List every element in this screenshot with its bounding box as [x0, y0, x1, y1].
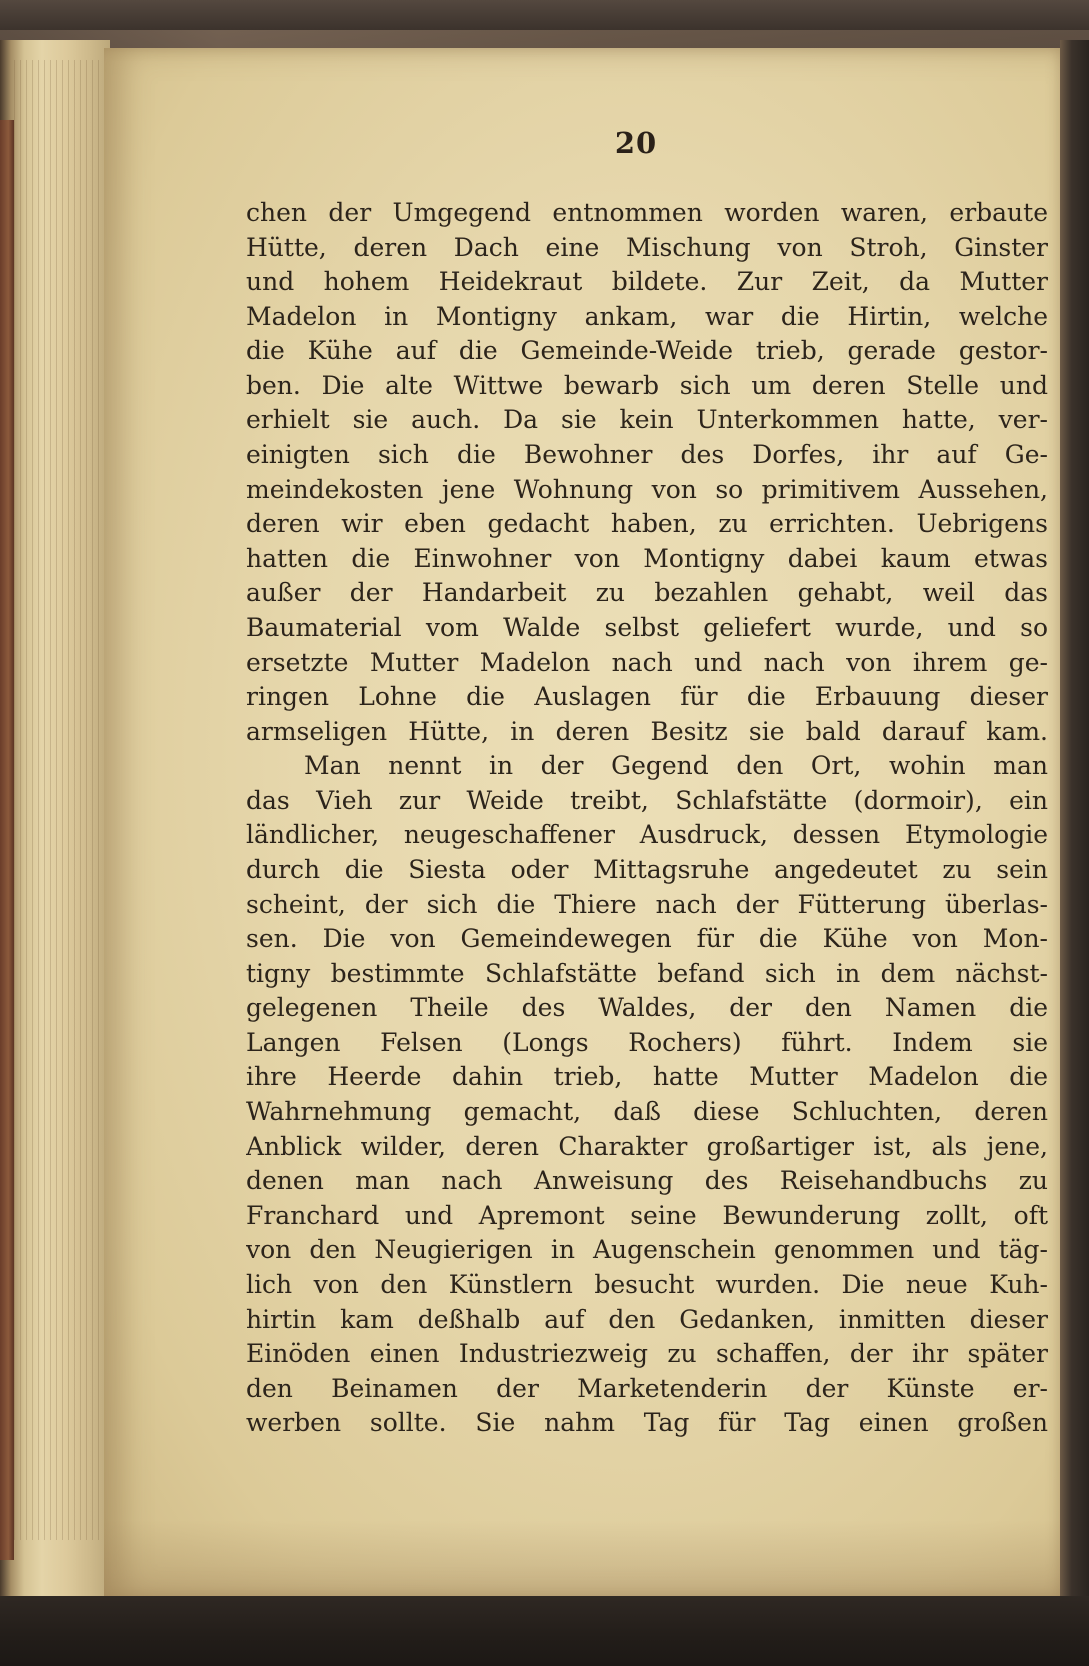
paragraph	[246, 749, 1048, 1441]
text-line: einigten sich die Bewohner des Dorfes, ihr auf Ge-	[246, 440, 1048, 470]
book-binding	[0, 120, 14, 1560]
text-line: denen man nach Anweisung des Reisehandbuchs zu	[246, 1166, 1048, 1196]
text-line: Hütte, deren Dach eine Mischung von Stroh, Ginster	[246, 232, 1048, 262]
text-line: hatten die Einwohner von Montigny dabei kaum etwas	[246, 543, 1048, 573]
text-line: den Beinamen der Marketenderin der Künste er-	[246, 1373, 1048, 1403]
text-line: außer der Handarbeit zu bezahlen gehabt, weil das	[246, 578, 1048, 608]
text-line: deren wir eben gedacht haben, zu errichten. Uebrigens	[246, 509, 1048, 539]
text-line: und hohem Heidekraut bildete. Zur Zeit, da Mutter	[246, 267, 1048, 297]
text-line: von den Neugierigen in Augenschein genommen und täg-	[246, 1235, 1048, 1265]
text-line: ihre Heerde dahin trieb, hatte Mutter Madelon die	[246, 1062, 1048, 1092]
text-line: meindekosten jene Wohnung von so primitivem Aussehen,	[246, 474, 1048, 504]
text-line: scheint, der sich die Thiere nach der Fütterung überlas-	[246, 889, 1048, 919]
book-cover-bottom	[0, 1596, 1089, 1666]
text-line: lich von den Künstlern besucht wurden. Die neue Kuh-	[246, 1269, 1048, 1299]
paragraph	[246, 196, 1048, 749]
text-line: Anblick wilder, deren Charakter großartiger ist, als jene,	[246, 1131, 1048, 1161]
text-line: gelegenen Theile des Waldes, der den Namen die	[246, 993, 1048, 1023]
text-line: durch die Siesta oder Mittagsruhe angedeutet zu sein	[246, 854, 1048, 884]
page-shadow	[104, 1520, 1064, 1600]
text-line: ersetzte Mutter Madelon nach und nach von ihrem ge-	[246, 647, 1048, 677]
text-line: Baumaterial vom Walde selbst geliefert wurde, und so	[246, 612, 1048, 642]
text-line: ben. Die alte Wittwe bewarb sich um deren Stelle und	[246, 370, 1048, 400]
text-line: hirtin kam deßhalb auf den Gedanken, inmitten dieser	[246, 1304, 1048, 1334]
text-line: Langen Felsen (Longs Rochers) führt. Indem sie	[246, 1027, 1048, 1057]
text-line: Einöden einen Industriezweig zu schaffen, der ihr später	[246, 1339, 1048, 1369]
text-line: die Kühe auf die Gemeinde-Weide trieb, gerade gestor-	[246, 336, 1048, 366]
text-line: Madelon in Montigny ankam, war die Hirtin, welche	[246, 301, 1048, 331]
text-line: ländlicher, neugeschaffener Ausdruck, dessen Etymologie	[246, 820, 1048, 850]
text-line: armseligen Hütte, in deren Besitz sie bald darauf kam.	[246, 716, 1048, 746]
text-line: Franchard und Apremont seine Bewunderung zollt, oft	[246, 1200, 1048, 1230]
text-line: tigny bestimmte Schlafstätte befand sich in dem nächst-	[246, 958, 1048, 988]
page-stack-edges	[14, 60, 104, 1540]
text-line: sen. Die von Gemeindewegen für die Kühe von Mon-	[246, 924, 1048, 954]
page-body-text	[246, 196, 1048, 1441]
text-line: ringen Lohne die Auslagen für die Erbauung dieser	[246, 682, 1048, 712]
page-number: 20	[614, 126, 658, 160]
text-line: das Vieh zur Weide treibt, Schlafstätte (dormoir), ein	[246, 785, 1048, 815]
text-line: erhielt sie auch. Da sie kein Unterkommen hatte, ver-	[246, 405, 1048, 435]
text-line: chen der Umgegend entnommen worden waren, erbaute	[246, 198, 1048, 227]
text-line: Wahrnehmung gemacht, daß diese Schluchten, deren	[246, 1097, 1048, 1127]
text-line: werben sollte. Sie nahm Tag für Tag einen großen	[246, 1408, 1048, 1438]
text-line: Man nennt in der Gegend den Ort, wohin man	[304, 751, 1048, 781]
book-cover-right	[1060, 40, 1089, 1600]
